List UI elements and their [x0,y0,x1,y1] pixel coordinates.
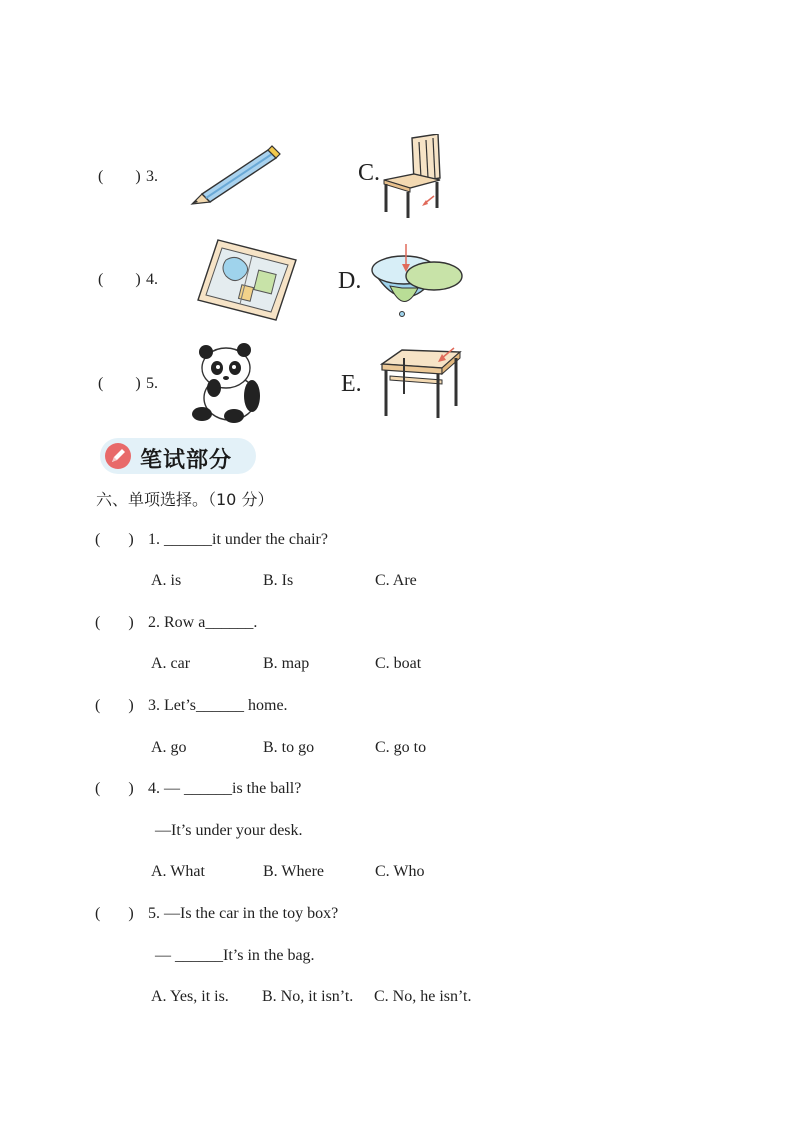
answer-bracket[interactable]: ( ) [98,168,141,185]
item-number: 5. [146,375,158,392]
panda-picture [190,340,266,424]
section-heading: 六、单项选择。（10 分） [96,490,274,509]
answer-bracket[interactable]: ( ) [95,905,134,922]
dialogue-reply: —It’s under your desk. [155,822,303,839]
section-title: 笔试部分 [140,448,233,473]
answer-bracket[interactable]: ( ) [95,697,134,714]
pencil-picture [188,144,284,208]
chair-picture [380,134,446,220]
question-prompt: 1. ______it under the chair? [148,531,328,548]
option-letter: C. [358,160,381,186]
question-prompt: 3. Let’s______ home. [148,697,288,714]
option-a[interactable]: A. is [151,572,182,589]
item-number: 4. [146,271,158,288]
question-prompt: 5. —Is the car in the toy box? [148,905,339,922]
option-a[interactable]: A. go [151,739,187,756]
option-b[interactable]: B. No, it isn’t. [262,988,354,1005]
answer-bracket[interactable]: ( ) [95,614,134,631]
option-c[interactable]: C. go to [375,739,427,756]
option-letter: D. [338,268,362,294]
boat-picture [368,242,466,320]
answer-bracket[interactable]: ( ) [95,531,134,548]
option-a[interactable]: A. What [151,863,205,880]
option-c[interactable]: C. boat [375,655,422,672]
option-c[interactable]: C. Who [375,863,425,880]
option-b[interactable]: B. map [263,655,310,672]
option-a[interactable]: A. Yes, it is. [151,988,229,1005]
option-c[interactable]: C. Are [375,572,417,589]
pencil-icon [104,442,132,475]
option-letter: E. [341,371,362,397]
desk-picture [380,346,462,420]
option-b[interactable]: B. Is [263,572,294,589]
option-a[interactable]: A. car [151,655,191,672]
option-b[interactable]: B. to go [263,739,315,756]
map-picture [196,238,298,322]
question-prompt: 4. — ______is the ball? [148,780,302,797]
answer-bracket[interactable]: ( ) [98,375,141,392]
option-c[interactable]: C. No, he isn’t. [374,988,472,1005]
option-b[interactable]: B. Where [263,863,325,880]
answer-bracket[interactable]: ( ) [98,271,141,288]
item-number: 3. [146,168,158,185]
dialogue-reply: — ______It’s in the bag. [155,947,315,964]
answer-bracket[interactable]: ( ) [95,780,134,797]
question-prompt: 2. Row a______. [148,614,258,631]
